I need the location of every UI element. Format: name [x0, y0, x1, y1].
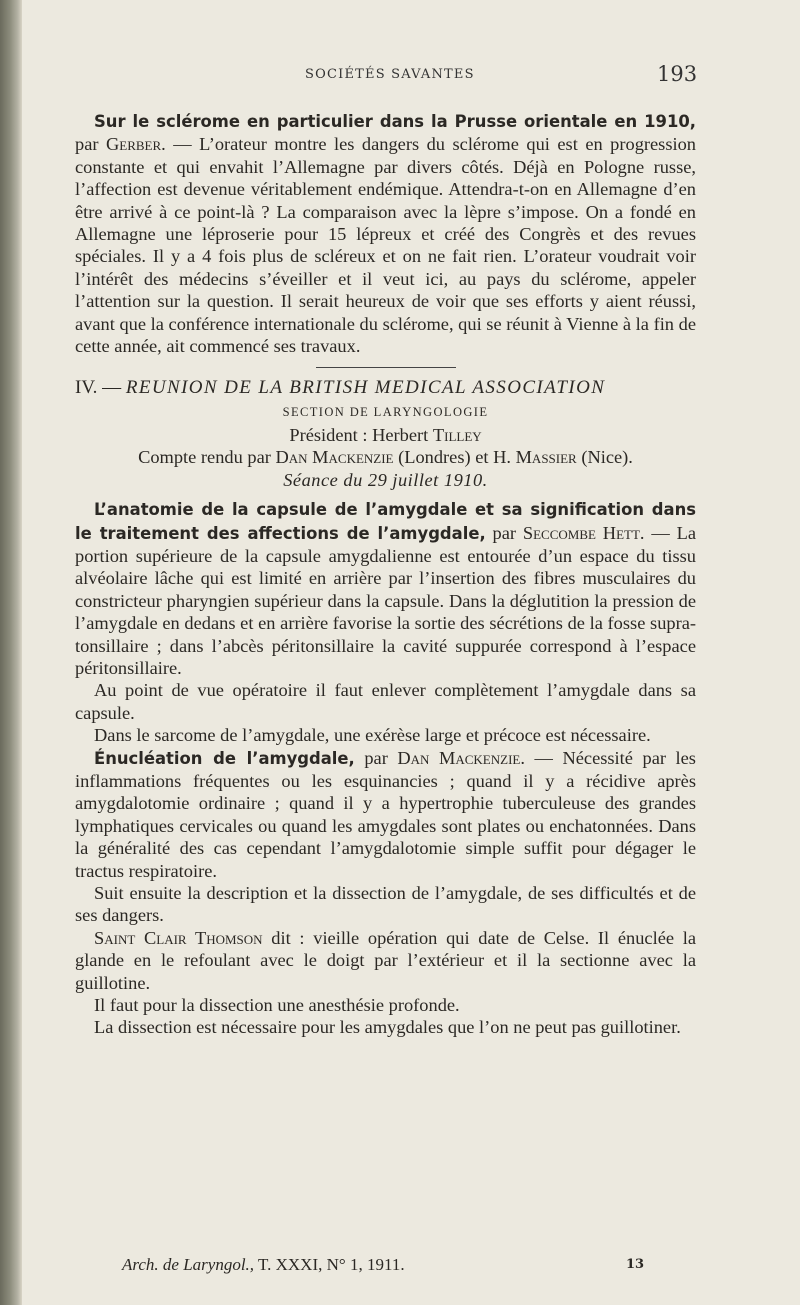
- article-body: . — Nécessité par les inflammations fréquentes ou les esquinancies ; quand il y a récidive après amygdalotomie ordinaire ; quand il y a hypertrophie tuberculeuse des grandes lymphatiques cervicales ou quand les amygdales sont plates ou enchatonnées. Dans la généralité des cas cependant l’amygdalotomie simple suffit pour dégager le tractus respiratoire.: [75, 747, 696, 881]
- president-name: Tilley: [432, 424, 482, 445]
- paragraph: Suit ensuite la description et la dissection de l’amygdale, de ses difficultés et de ses dangers.: [75, 883, 696, 926]
- paragraph: Au point de vue opératoire il faut enlever complètement l’amygdale dans sa capsule.: [75, 680, 696, 723]
- reporter-name: Massier: [515, 447, 577, 468]
- section-heading: [75, 377, 696, 399]
- page-footer: [122, 1255, 662, 1279]
- article-author: Gerber: [105, 134, 162, 155]
- article-enucleation: [75, 747, 696, 882]
- journal-citation: [122, 1255, 405, 1275]
- subsection-title: SECTION DE LARYNGOLOGIE: [282, 404, 489, 419]
- article-sclerome: [75, 110, 696, 357]
- section-numeral: IV. —: [75, 377, 122, 399]
- president-label: Président : Herbert: [289, 424, 429, 445]
- journal-name: Arch. de Laryngol.,: [122, 1255, 255, 1274]
- running-title: SOCIÉTÉS SAVANTES: [305, 67, 475, 82]
- article-body: . — La portion supérieure de la capsule amygdalienne est entourée d’un espace du tissu alvéolaire lâche qui est limité en arrière par l’insertion des fibres musculaires du constricteur pharyngien supérieur dans la capsule. Dans la déglutition la pression de l’amygdale en dedans et en arrière favorise la sortie des sécrétions de la fosse supra-tonsillaire ; dans l’abcès péritonsillaire la cavité suppurée correspond à l’espace péritonsillaire.: [75, 522, 696, 678]
- section-divider: [316, 367, 456, 368]
- reporter-name: Dan Mackenzie: [275, 447, 394, 468]
- article-body: . — L’orateur montre les dangers du sclérome qui est en progression constante et qui envahit l’Allemagne par divers côtés. Déjà en Pologne russe, l’affection est devenue véritablement endémique. Attendra-t-on en Allemagne d’en être arrivé à ce point-là ? La comparaison avec la lèpre s’impose. On a fondé en Allemagne une léproserie pour 15 lépreux et créé des Congrès et des revues spéciales. Il y a 4 fois plus de scléreux et on ne fait rien. L’orateur voudrait voir l’intérêt des médecins s’éveiller et il veut ici, au pays du sclérome, appeler l’attention sur la question. Il serait heureux de voir que ses efforts y aient réussi, avant que la conférence internationale du sclérome, qui se réunit à Vienne à la fin de cette année, ait commencé ses travaux.: [75, 134, 696, 357]
- paragraph-text: dit : vieille opération qui date de Celse. Il énuclée la glande en le refoulant avec le doigt par l’extérieur et il la sectionne avec la guillotine.: [75, 927, 697, 993]
- paragraph: La dissection est nécessaire pour les amygdales que l’on ne peut pas guillotiner.: [94, 1017, 681, 1038]
- article-amygdale-capsule: [75, 498, 696, 679]
- article-author: Dan Mackenzie: [397, 747, 521, 768]
- page-text: [75, 110, 696, 1039]
- par-word: par: [364, 747, 388, 768]
- par-word: par: [492, 522, 517, 543]
- session-date: Séance du 29 juillet 1910.: [283, 469, 488, 490]
- report-mid: (Londres) et H.: [398, 447, 511, 468]
- article-title: Énucléation de l’amygdale,: [94, 748, 355, 768]
- section-title: REUNION DE LA BRITISH MEDICAL ASSOCIATION: [125, 377, 606, 399]
- page: [22, 0, 800, 1305]
- discussant-name: Saint Clair Thomson: [94, 927, 263, 948]
- paragraph: [75, 927, 696, 994]
- par-word: par: [75, 134, 99, 155]
- report-line: [75, 446, 696, 468]
- paragraph: Il faut pour la dissection une anesthésie profonde.: [94, 995, 460, 1016]
- signature-mark: 13: [626, 1257, 645, 1272]
- article-title: L’anatomie de la capsule de l’amygdale et sa signification dans le traitement des affections de l’amygdale,: [75, 500, 696, 543]
- running-head: [22, 62, 800, 88]
- paragraph: Dans le sarcome de l’amygdale, une exérèse large et précoce est nécessaire.: [94, 725, 651, 746]
- article-title: Sur le sclérome en particulier dans la Prusse orientale en 1910,: [94, 112, 696, 131]
- page-number: 193: [657, 62, 698, 86]
- president-line: [75, 424, 696, 446]
- journal-volume: T. XXXI, N° 1, 1911.: [254, 1255, 405, 1274]
- book-binding-edge: [0, 0, 22, 1305]
- article-author: Seccombe Hett: [522, 522, 640, 543]
- report-prefix: Compte rendu par: [138, 447, 271, 468]
- report-suffix: (Nice).: [581, 447, 633, 468]
